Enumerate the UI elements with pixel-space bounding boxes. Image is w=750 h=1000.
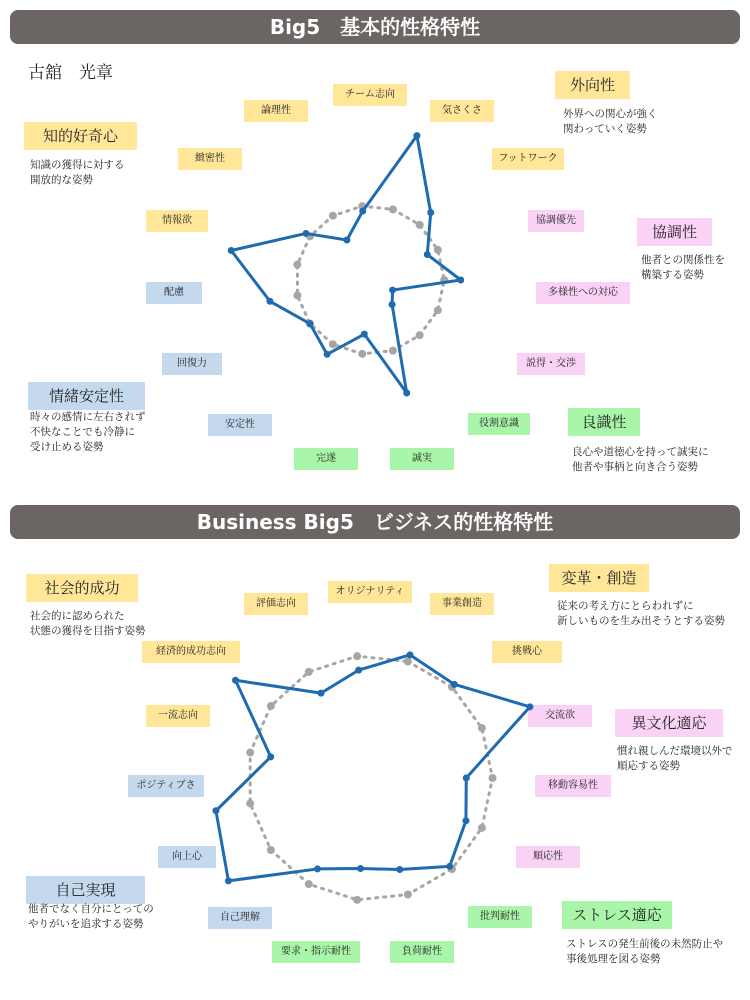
chart2-reference-point-4	[478, 824, 486, 832]
chart1-category-1: 協調性	[637, 218, 712, 246]
chart1-axis-label-10: 配慮	[146, 282, 202, 304]
chart2-score-point-1	[451, 681, 458, 688]
chart1-score-point-10	[266, 298, 273, 305]
chart2-score-point-5	[446, 863, 453, 870]
chart1-score-line	[231, 136, 461, 393]
chart2-score-point-11	[267, 753, 274, 760]
chart2-score-point-0	[407, 651, 414, 658]
chart1-reference-point-4	[434, 306, 442, 314]
chart2-score-line	[216, 655, 530, 881]
chart1-axis-label-5: 役割意識	[468, 413, 530, 435]
chart2-axis-label-14: オリジナリティ	[328, 581, 412, 603]
chart1-category-3: 情緒安定性	[28, 382, 145, 410]
chart1-reference-point-13	[329, 212, 337, 220]
chart1-reference-point-6	[389, 347, 397, 355]
chart2-category-desc-4: 社会的に認められた 状態の獲得を目指す姿勢	[30, 610, 146, 637]
chart2-score-point-6	[396, 866, 403, 873]
chart1-axis-label-9: 回復力	[162, 353, 222, 375]
chart2-score-point-12	[232, 677, 239, 684]
chart1-reference-point-5	[416, 331, 424, 339]
chart1-reference-point-8	[329, 340, 337, 348]
chart1-score-point-4	[389, 287, 396, 294]
chart1-axis-label-3: 多様性への対応	[536, 282, 630, 304]
chart2-score-point-14	[355, 667, 362, 674]
chart2-reference-point-11	[246, 749, 254, 757]
chart2-reference-point-0	[404, 657, 412, 665]
person-name: 古舘 光章	[28, 63, 113, 83]
chart1-reference-point-1	[416, 221, 424, 229]
chart2-reference-line	[250, 656, 492, 900]
chart2-score-point-10	[212, 807, 219, 814]
chart2-axis-label-10: ポジティブさ	[128, 775, 204, 797]
chart1-score-point-8	[324, 351, 331, 358]
chart1-score-point-2	[424, 251, 431, 258]
chart1-reference-point-7	[358, 350, 366, 358]
chart2-reference-point-8	[305, 880, 313, 888]
chart1-score-point-9	[306, 320, 313, 327]
chart2-reference-point-3	[489, 774, 497, 782]
chart2-category-desc-2: ストレスの発生前後の未然防止や 事後処理を図る姿勢	[566, 938, 724, 965]
chart2-score-point-8	[314, 865, 321, 872]
chart1-axis-label-13: 論理性	[244, 100, 308, 122]
chart2-axis-label-11: 一流志向	[146, 705, 210, 727]
chart2-category-4: 社会的成功	[26, 574, 138, 602]
chart1-category-desc-4: 知識の獲得に対する 開放的な姿勢	[30, 159, 125, 186]
chart1-score-point-3	[457, 277, 464, 284]
chart2-category-1: 異文化適応	[615, 709, 723, 737]
chart1-category-2: 良識性	[568, 408, 640, 436]
chart1-axis-label-4: 説得・交渉	[517, 353, 585, 375]
chart1-score-point-14	[359, 208, 366, 215]
chart2-axis-label-13: 評価志向	[244, 593, 308, 615]
chart1-reference-point-0	[389, 205, 397, 213]
chart1-reference-point-10	[293, 291, 301, 299]
chart2-axis-label-5: 批判耐性	[468, 906, 532, 928]
chart1-category-desc-3: 時々の感情に左右されず 不快なことでも冷静に 受け止める姿勢	[30, 411, 146, 453]
chart2-score-point-4	[462, 817, 469, 824]
chart1-axis-label-14: チーム志向	[333, 84, 407, 106]
chart1-axis-label-12: 緻密性	[178, 148, 242, 170]
chart2-score-point-2	[526, 703, 533, 710]
chart2-score-point-3	[463, 775, 470, 782]
chart2-category-0: 変革・創造	[549, 564, 649, 592]
chart2-axis-label-8: 自己理解	[208, 907, 272, 929]
chart2-category-3: 自己実現	[26, 876, 145, 904]
chart1-category-desc-2: 良心や道徳心を持って誠実に 他者や事柄と向き合う姿勢	[572, 446, 709, 473]
chart2-reference-point-7	[353, 896, 361, 904]
chart1-axis-label-2: 協調優先	[528, 210, 584, 232]
chart2-score-point-7	[357, 865, 364, 872]
chart2-axis-label-6: 負荷耐性	[390, 941, 454, 963]
chart2-title-banner: Business Big5 ビジネス的性格特性	[10, 505, 740, 539]
chart1-reference-point-2	[434, 246, 442, 254]
chart2-category-desc-3: 他者でなく自分にとっての やりがいを追求する姿勢	[28, 903, 154, 930]
chart1-score-point-7	[361, 331, 368, 338]
chart1-axis-label-8: 安定性	[208, 414, 272, 436]
chart2-score-point-9	[225, 877, 232, 884]
chart1-score-point-0	[413, 132, 420, 139]
chart2-reference-point-10	[246, 799, 254, 807]
chart2-axis-label-0: 事業創造	[430, 593, 494, 615]
chart1-axis-label-1: フットワーク	[492, 148, 564, 170]
chart1-reference-point-11	[293, 261, 301, 269]
chart2-reference-point-6	[404, 891, 412, 899]
chart1-axis-label-0: 気さくさ	[430, 100, 494, 122]
chart1-category-desc-0: 外界への関心が強く 関わっていく姿勢	[563, 108, 658, 135]
chart1-reference-line	[297, 206, 444, 354]
chart1-category-4: 知的好奇心	[24, 122, 137, 150]
chart2-axis-label-7: 要求・指示耐性	[272, 941, 360, 963]
chart2-reference-point-12	[267, 702, 275, 710]
chart1-axis-label-6: 誠実	[390, 448, 454, 470]
chart1-axis-label-11: 情報欲	[146, 210, 208, 232]
chart2-axis-label-2: 交流欲	[528, 705, 592, 727]
chart2-reference-point-14	[353, 652, 361, 660]
chart2-category-desc-1: 慣れ親しんだ環境以外で 順応する姿勢	[617, 745, 733, 772]
chart2-category-2: ストレス適応	[562, 901, 672, 929]
chart2-reference-point-9	[267, 846, 275, 854]
chart1-score-point-11	[228, 247, 235, 254]
chart2-axis-label-12: 経済的成功志向	[142, 641, 240, 663]
chart1-score-point-5	[389, 301, 396, 308]
chart2-reference-point-13	[305, 668, 313, 676]
chart1-score-point-1	[427, 209, 434, 216]
chart1-category-desc-1: 他者との関係性を 構築する姿勢	[641, 254, 725, 281]
chart1-score-point-13	[343, 236, 350, 243]
chart1-axis-label-7: 完遂	[294, 448, 358, 470]
chart2-score-point-13	[318, 690, 325, 697]
chart2-reference-point-2	[478, 724, 486, 732]
chart2-axis-label-4: 順応性	[516, 846, 580, 868]
chart1-title-banner: Big5 基本的性格特性	[10, 10, 740, 44]
chart1-score-point-6	[403, 389, 410, 396]
chart1-category-0: 外向性	[555, 71, 630, 99]
chart2-axis-label-3: 移動容易性	[535, 775, 611, 797]
chart2-category-desc-0: 従来の考え方にとらわれずに 新しいものを生み出そうとする姿勢	[557, 600, 725, 627]
chart1-score-point-12	[302, 230, 309, 237]
chart2-axis-label-9: 向上心	[158, 846, 216, 868]
chart2-axis-label-1: 挑戦心	[492, 641, 562, 663]
